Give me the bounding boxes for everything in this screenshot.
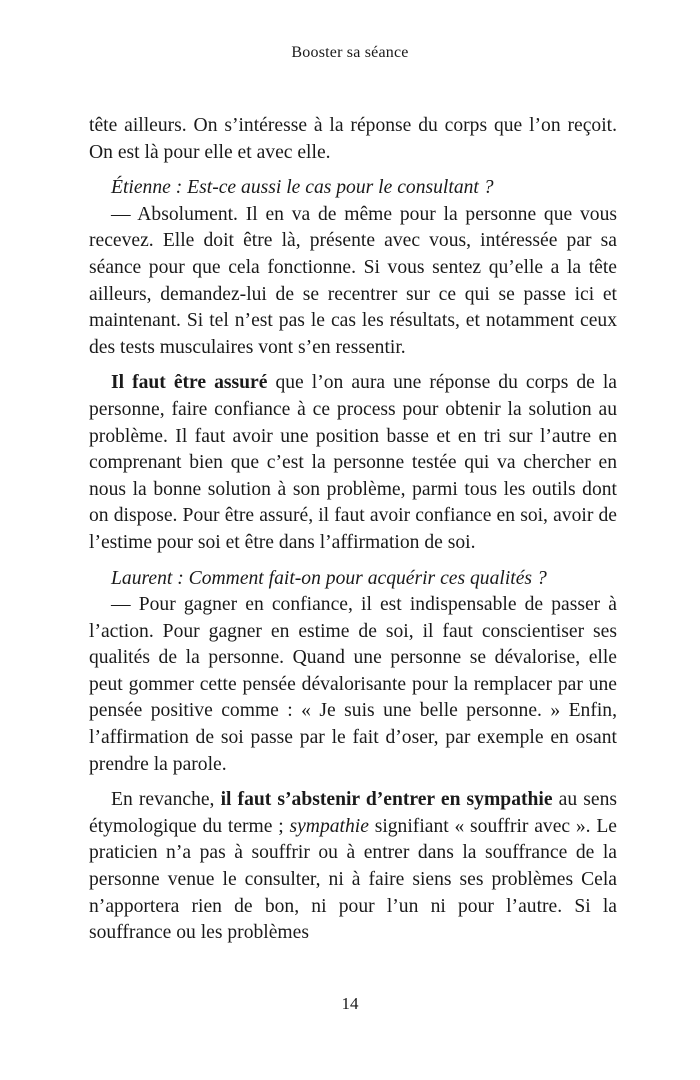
- paragraph-assure-text: que l’on aura une réponse du corps de la personne, faire confiance à ce process pour obtenir la solution au problème. Il faut avoir une position basse et en tri sur l’autre en comprenant bien que c’est la personne testée qui va chercher en nous la bonne solution à son problème, parmi tous les outils dont on dispose. Pour être assuré, il faut avoir confiance en soi, avoir de l’estime pour soi et être dans l’affirmation de soi.: [89, 372, 618, 553]
- sympathie-start: En revanche,: [111, 789, 221, 811]
- paragraph-assure-bold: Il faut être assuré: [111, 372, 268, 394]
- paragraph-assure: [89, 370, 617, 556]
- answer-confiance: — Pour gagner en confiance, il est indispensable de passer à l’action. Pour gagner en estime de soi, il faut conscientiser ses qualités de la personne. Quand une personne se dévalorise, elle peut gommer cette pensée dévalorisante pour la remplacer par une pensée positive comme : « Je suis une belle personne. » Enfin, l’affirmation de soi passe par le fait d’oser, par exemple en osant prendre la parole.: [89, 594, 617, 775]
- body-text: [89, 113, 617, 947]
- sympathie-mid: au sens étymologique du terme ;: [89, 789, 617, 837]
- paragraph-sympathie: [89, 787, 617, 947]
- sympathie-end: signifiant « souffrir avec ». Le praticien n’a pas à souffrir ou à entrer dans la souffrance de la personne venue le consulter, ni à faire siens ses problèmes Cela n’apportera rien de bon, ni pour l’un ni pour l’autre. Si la souffrance ou les problèmes: [89, 815, 617, 944]
- page-number: 14: [341, 994, 359, 1013]
- question-laurent: [89, 566, 617, 593]
- question-laurent-text: Laurent : Comment fait-on pour acquérir ces qualités ?: [111, 567, 547, 589]
- sympathie-italic: sympathie: [289, 815, 369, 837]
- question-etienne-text: Étienne : Est-ce aussi le cas pour le consultant ?: [111, 177, 494, 199]
- running-head: Booster sa séance: [291, 44, 409, 61]
- sympathie-bold: il faut s’abstenir d’entrer en sympathie: [220, 789, 553, 811]
- question-etienne: [89, 175, 617, 202]
- answer-absolument: — Absolument. Il en va de même pour la personne que vous recevez. Elle doit être là, présente avec vous, intéressée par sa séance pour que cela fonctionne. Si vous sentez qu’elle a la tête ailleurs, demandez-lui de se recentrer sur ce qui se passe ici et maintenant. Si tel n’est pas le cas les résultats, et notamment ceux des tests musculaires vont s’en ressentir.: [89, 203, 617, 358]
- paragraph-continuation: tête ailleurs. On s’intéresse à la réponse du corps que l’on reçoit. On est là pour elle et avec elle.: [89, 115, 617, 163]
